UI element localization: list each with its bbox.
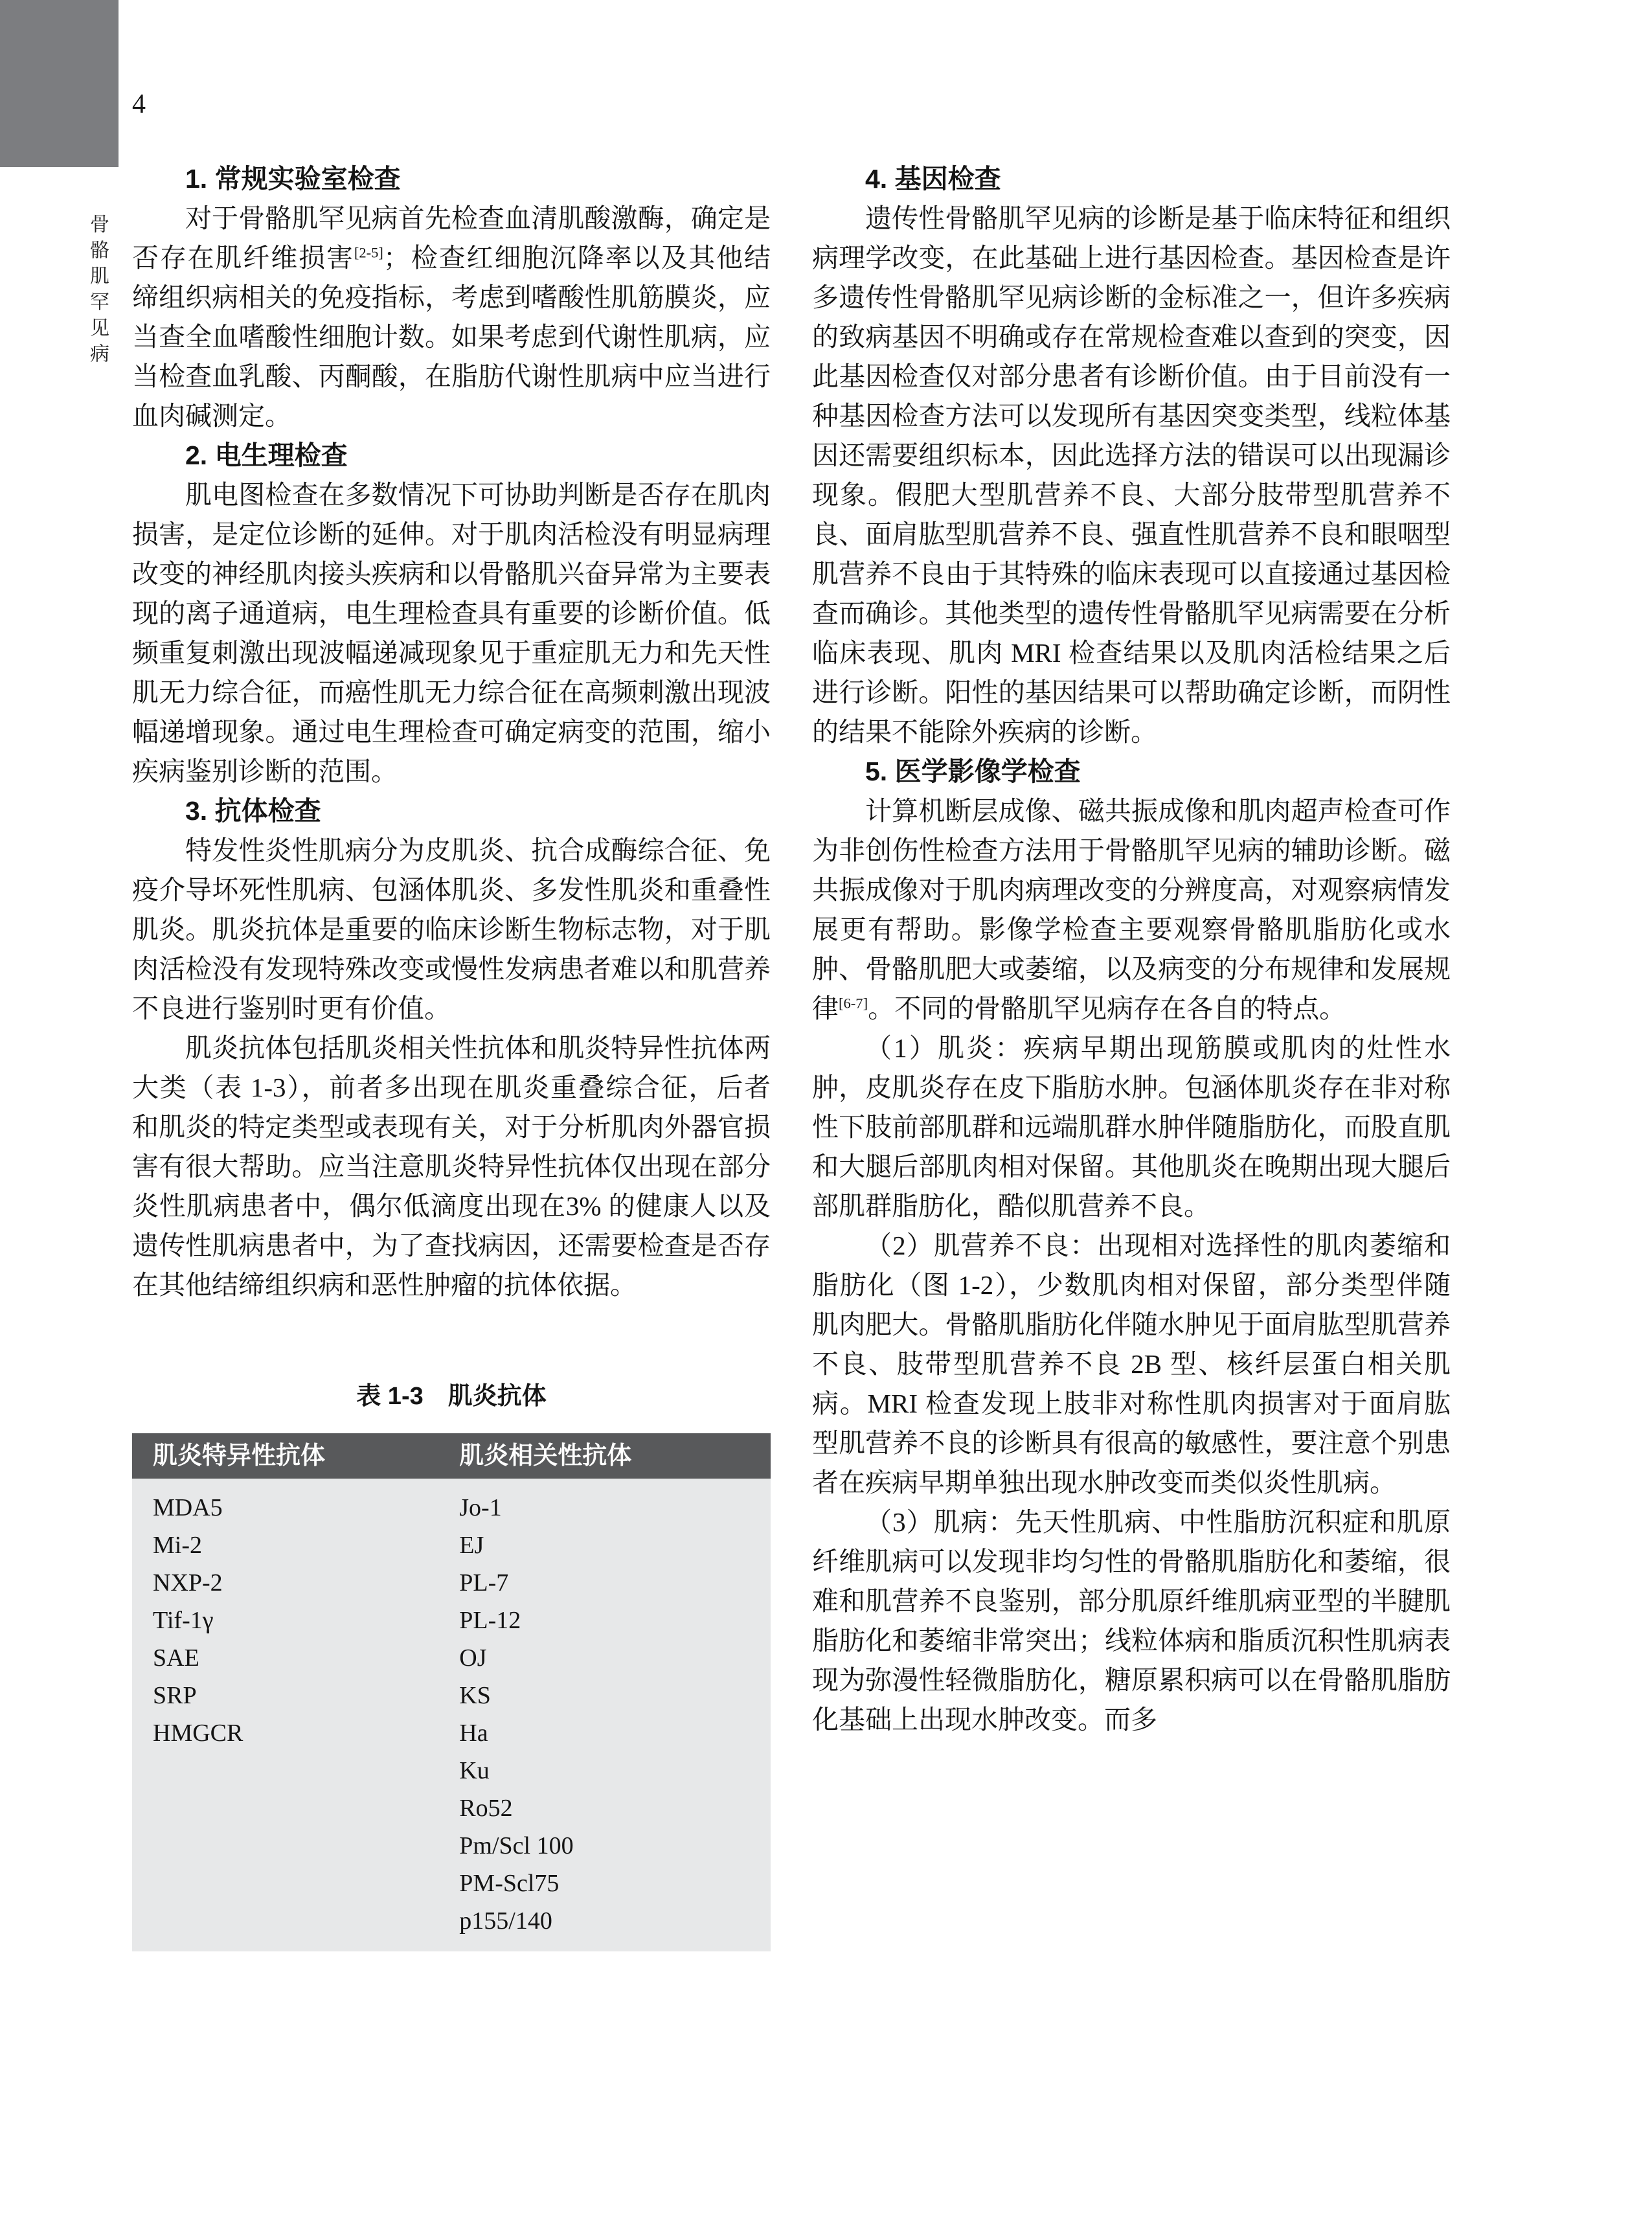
table-cell: NXP-2 — [153, 1569, 223, 1596]
table-caption: 表 1-3 肌炎抗体 — [356, 1383, 547, 1410]
table-row — [132, 1827, 771, 1865]
body-paragraph — [812, 1028, 1451, 1226]
body-paragraph — [132, 831, 771, 1028]
corner-decoration-block — [0, 0, 119, 167]
table-cell: MDA5 — [153, 1494, 223, 1521]
table-cell: Mi-2 — [153, 1532, 202, 1559]
table-cell — [132, 1752, 438, 1789]
text-run: 特发性炎性肌病分为皮肌炎、抗合成酶综合征、免疫介导坏死性肌病、包涵体肌炎、多发性肌炎和重叠性肌炎。肌炎抗体是重要的临床诊断生物标志物，对于肌肉活检没有发现特殊改变或慢性发病患者难以和肌营养不良进行鉴别时更有价值。 — [132, 835, 771, 1023]
table-cell: OJ — [459, 1644, 487, 1672]
table-cell: PL-12 — [459, 1607, 521, 1634]
table-cell: SRP — [153, 1682, 197, 1709]
table-cell — [132, 1789, 438, 1827]
table-row — [132, 1564, 771, 1602]
body-paragraph — [812, 791, 1451, 1028]
table-row — [132, 1677, 771, 1714]
table-cell — [132, 1902, 438, 1951]
text-run: （3）肌病：先天性肌病、中性脂肪沉积症和肌原纤维肌病可以发现非均匀性的骨骼肌脂肪化和萎缩，很难和肌营养不良鉴别，部分肌原纤维肌病亚型的半腱肌脂肪化和萎缩非常突出；线粒体病和脂质沉积性肌病表现为弥漫性轻微脂肪化，糖原累积病可以在骨骼肌脂肪化基础上出现水肿改变。而多 — [812, 1507, 1451, 1734]
left-column — [132, 159, 771, 1951]
text-run: ；检查红细胞沉降率以及其他结缔组织病相关的免疫指标，考虑到嗜酸性肌筋膜炎，应当查全血嗜酸性细胞计数。如果考虑到代谢性肌病，应当检查血乳酸、丙酮酸，在脂肪代谢性肌病中应当进行血肉碱测定。 — [132, 243, 771, 431]
table-cell: Tif-1γ — [153, 1607, 214, 1634]
book-title-vertical-label: 骨骼肌罕见病 — [87, 214, 108, 369]
table-row — [132, 1789, 771, 1827]
text-run: 计算机断层成像、磁共振成像和肌肉超声检查可作为非创伤性检查方法用于骨骼肌罕见病的辅助诊断。磁共振成像对于肌肉病理改变的分辨度高，对观察病情发展更有帮助。影像学检查主要观察骨骼肌脂肪化或水肿、骨骼肌肥大或萎缩，以及病变的分布规律和发展规律 — [812, 796, 1451, 1023]
text-run: （1）肌炎：疾病早期出现筋膜或肌肉的灶性水肿，皮肌炎存在皮下脂肪水肿。包涵体肌炎存在非对称性下肢前部肌群和远端肌群水肿伴随脂肪化，而股直肌和大腿后部肌肉相对保留。其他肌炎在晚期出现大腿后部肌群脂肪化，酷似肌营养不良。 — [812, 1033, 1451, 1221]
section-heading: 2. 电生理检查 — [185, 440, 348, 470]
table-cell — [132, 1827, 438, 1865]
table-cell: SAE — [153, 1644, 199, 1672]
table-cell: KS — [459, 1682, 491, 1709]
body-paragraph — [812, 1503, 1451, 1740]
body-paragraph — [812, 1226, 1451, 1503]
text-run: 遗传性骨骼肌罕见病的诊断是基于临床特征和组织病理学改变，在此基础上进行基因检查。基因检查是许多遗传性骨骼肌罕见病诊断的金标准之一，但许多疾病的致病基因不明确或存在常规检查难以查到的突变，因此基因检查仅对部分患者有诊断价值。由于目前没有一种基因检查方法可以发现所有基因突变类型，线粒体基因还需要组织标本，因此选择方法的错误可以出现漏诊现象。假肥大型肌营养不良、大部分肢带型肌营养不良、面肩肱型肌营养不良、强直性肌营养不良和眼咽型肌营养不良由于其特殊的临床表现可以直接通过基因检查而确诊。其他类型的遗传性骨骼肌罕见病需要在分析临床表现、肌肉 MRI 检查结果以及肌肉活检结果之后进行诊断。阳性的基因结果可以帮助确定诊断，而阴性的结果不能除外疾病的诊断。 — [812, 203, 1451, 747]
body-paragraph — [132, 199, 771, 436]
text-run: 肌电图检查在多数情况下可协助判断是否存在肌肉损害，是定位诊断的延伸。对于肌肉活检没有明显病理改变的神经肌肉接头疾病和以骨骼肌兴奋异常为主要表现的离子通道病，电生理检查具有重要的诊断价值。低频重复刺激出现波幅递减现象见于重症肌无力和先天性肌无力综合征，而癌性肌无力综合征在高频刺激出现波幅递增现象。通过电生理检查可确定病变的范围，缩小疾病鉴别诊断的范围。 — [132, 480, 771, 786]
right-column — [812, 159, 1451, 1951]
body-paragraph — [812, 199, 1451, 752]
table-row — [132, 1602, 771, 1639]
body-paragraph — [132, 1028, 771, 1305]
page-number: 4 — [132, 89, 146, 119]
table-row — [132, 1479, 771, 1527]
table-header-cell: 肌炎相关性抗体 — [438, 1433, 771, 1479]
table-cell: Jo-1 — [459, 1494, 502, 1521]
text-run: 肌炎抗体包括肌炎相关性抗体和肌炎特异性抗体两大类（表 1-3），前者多出现在肌炎重叠综合征，后者和肌炎的特定类型或表现有关，对于分析肌肉外器官损害有很大帮助。应当注意肌炎特异性抗体仅出现在部分炎性肌病患者中，偶尔低滴度出现在3% 的健康人以及遗传性肌病患者中，为了查找病因，还需要检查是否存在其他结缔组织病和恶性肿瘤的抗体依据。 — [132, 1033, 771, 1300]
table-cell: Ha — [459, 1720, 488, 1747]
table-cell: EJ — [459, 1532, 484, 1559]
citation-superscript: [2-5] — [354, 244, 383, 261]
table-row — [132, 1714, 771, 1752]
two-column-text-area — [132, 159, 1451, 1951]
table-cell: p155/140 — [459, 1907, 552, 1935]
table-cell: Pm/Scl 100 — [459, 1832, 574, 1859]
table-header-row — [132, 1433, 771, 1479]
text-run: 。不同的骨骼肌罕见病存在各自的特点。 — [868, 994, 1346, 1023]
table-cell: Ro52 — [459, 1795, 513, 1822]
table-row — [132, 1902, 771, 1951]
section-heading: 5. 医学影像学检查 — [865, 756, 1081, 786]
table-cell — [132, 1865, 438, 1902]
table-row — [132, 1639, 771, 1677]
table-row — [132, 1752, 771, 1789]
section-heading: 1. 常规实验室检查 — [185, 164, 401, 194]
table-cell: Ku — [459, 1757, 490, 1784]
citation-superscript: [6-7] — [839, 995, 868, 1012]
table-cell: HMGCR — [153, 1720, 243, 1747]
table-row — [132, 1865, 771, 1902]
section-heading: 4. 基因检查 — [865, 164, 1001, 194]
myositis-antibody-table — [132, 1433, 771, 1951]
body-paragraph — [132, 475, 771, 791]
table-row — [132, 1527, 771, 1564]
text-run: （2）肌营养不良：出现相对选择性的肌肉萎缩和脂肪化（图 1-2），少数肌肉相对保留，部分类型伴随肌肉肥大。骨骼肌脂肪化伴随水肿见于面肩肱型肌营养不良、肢带型肌营养不良 2B 型、核纤层蛋白相关肌病。MRI 检查发现上肢非对称性肌肉损害对于面肩肱型肌营养不良的诊断具有很高的敏感性，要注意个别患者在疾病早期单独出现水肿改变而类似炎性肌病。 — [812, 1231, 1451, 1497]
section-heading: 3. 抗体检查 — [185, 796, 321, 826]
table-cell: PL-7 — [459, 1569, 509, 1596]
table-header-cell: 肌炎特异性抗体 — [132, 1433, 438, 1479]
table-cell: PM-Scl75 — [459, 1870, 560, 1897]
text-run: 对于骨骼肌罕见病首先检查血清肌酸激酶，确定是否存在肌纤维损害 — [132, 203, 771, 273]
